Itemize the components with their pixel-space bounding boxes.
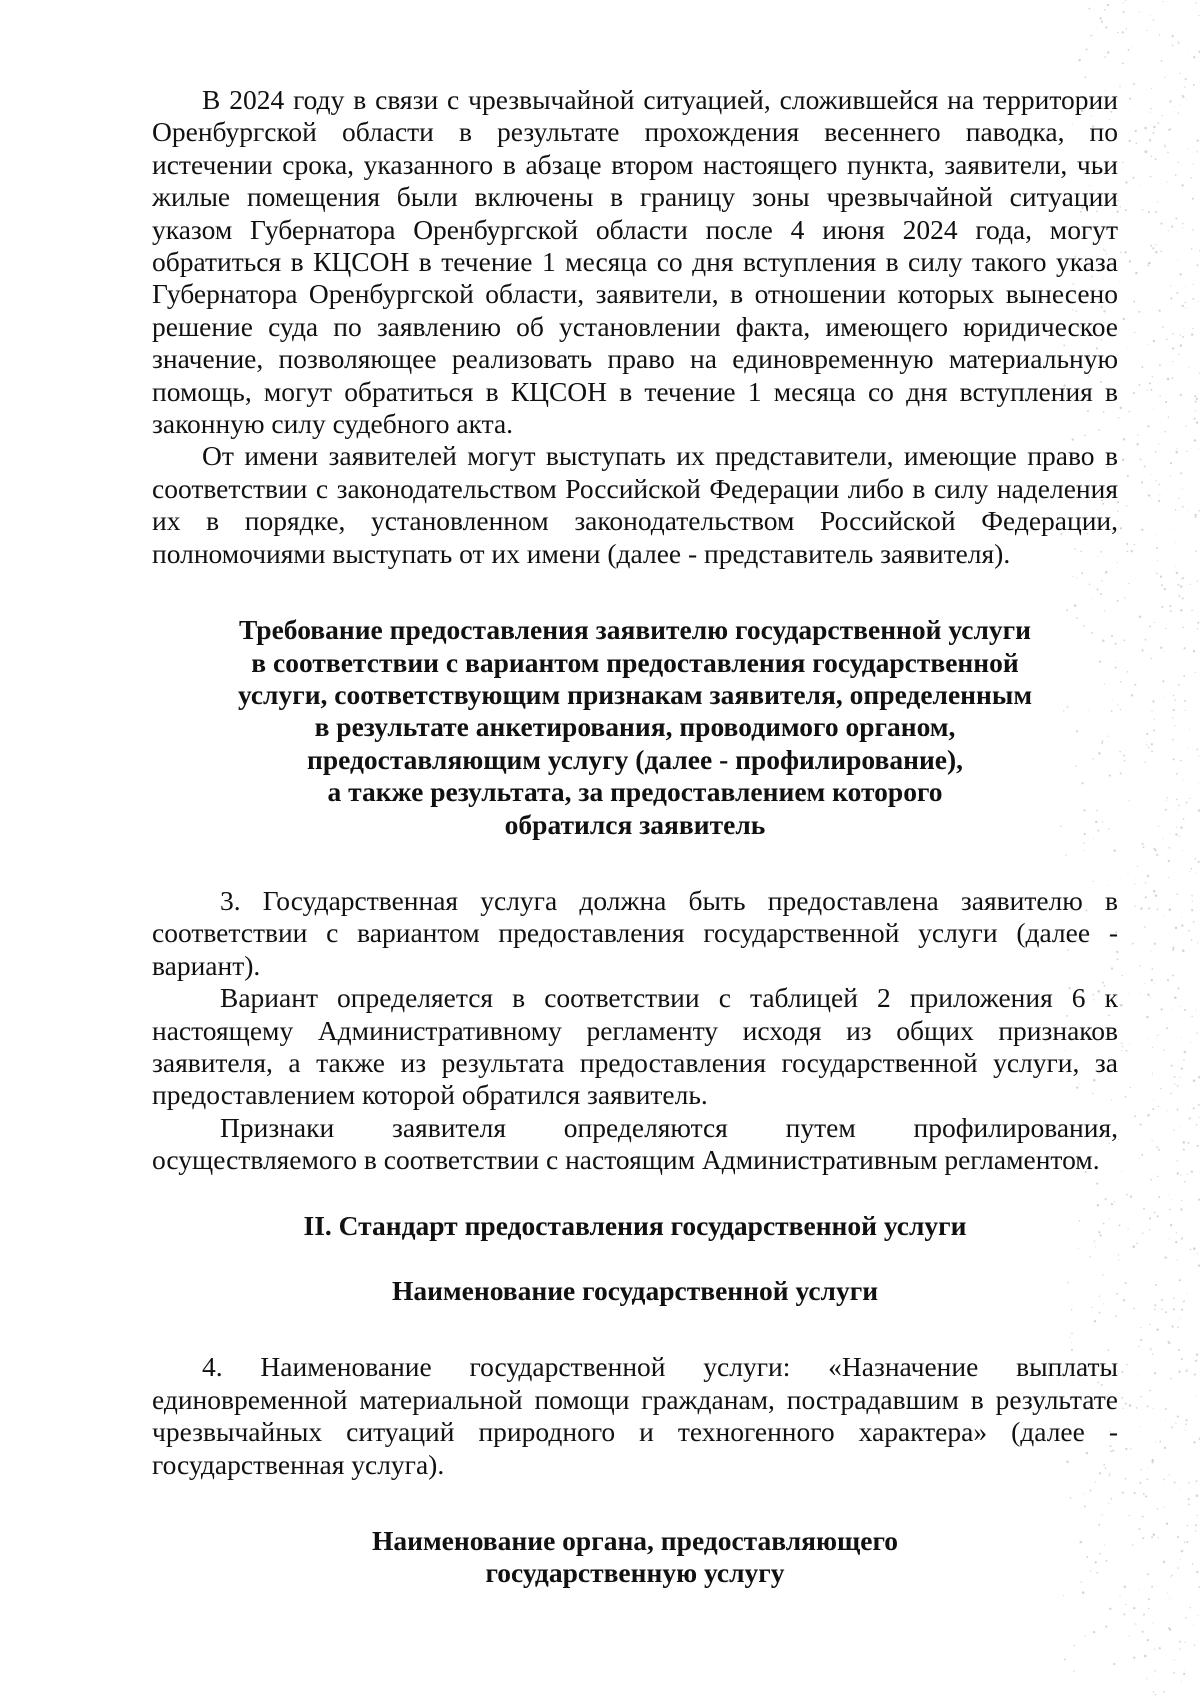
- heading-authority: [152, 1525, 1118, 1590]
- document-page: [152, 84, 1118, 1590]
- heading-requirement-line: в результате анкетирования, проводимого органом,: [314, 711, 956, 743]
- paragraph-section3-2: Вариант определяется в соответствии с таблицей 2 приложения 6 к настоящему Административному регламенту исходя из общих признаков заявителя, а также из результата предоставления государственной услуги, за предоставлением которой обратился заявитель.: [152, 982, 1118, 1111]
- heading-requirement-line: услуги, соответствующим признакам заявителя, определенным: [237, 678, 1033, 710]
- paragraph-intro-2: От имени заявителей могут выступать их представители, имеющие право в соответствии с законодательством Российской Федерации либо в силу наделения их в порядке, установленном законодательством Российской Федерации, полномочиями выступать от их имени (далее - представитель заявителя).: [152, 440, 1118, 569]
- heading-service-name: Наименование государственной услуги: [391, 1275, 879, 1306]
- heading-requirement-line: предоставляющим услугу (далее - профилирование),: [306, 743, 964, 775]
- paragraph-section3-1: 3. Государственная услуга должна быть предоставлена заявителю в соответствии с вариантом предоставления государственной услуги (далее - вариант).: [152, 884, 1118, 981]
- heading-requirement-line: обратился заявитель: [504, 808, 766, 840]
- heading-section-2: II. Стандарт предоставления государственной услуги: [303, 1209, 967, 1241]
- heading-requirement-line: Требование предоставления заявителю государственной услуги: [239, 614, 1031, 646]
- heading-authority-line: Наименование органа, предоставляющего: [371, 1525, 899, 1557]
- heading-requirement-line: а также результата, за предоставлением которого: [327, 776, 943, 808]
- heading-authority-line: государственную услугу: [485, 1557, 785, 1589]
- heading-requirement-line: в соответствии с вариантом предоставления государственной: [251, 646, 1019, 678]
- paragraph-intro-1: В 2024 году в связи с чрезвычайной ситуацией, сложившейся на территории Оренбургской области в результате прохождения весеннего паводка, по истечении срока, указанного в абзаце втором настоящего пункта, заявители, чьи жилые помещения были включены в границу зоны чрезвычайной ситуации указом Губернатора Оренбургской области после 4 июня 2024 года, могут обратиться в КЦСОН в течение 1 месяца со дня вступления в силу такого указа Губернатора Оренбургской области, заявители, в отношении которых вынесено решение суда по заявлению об установлении факта, имеющего юридическое значение, позволяющее реализовать право на единовременную материальную помощь, могут обратиться в КЦСОН в течение 1 месяца со дня вступления в законную силу судебного акта.: [152, 84, 1118, 440]
- paragraph-section3-3: Признаки заявителя определяются путем профилирования, осуществляемого в соответствии с настоящим Административным регламентом.: [152, 1111, 1118, 1176]
- heading-requirement: [152, 614, 1118, 841]
- paragraph-section4: 4. Наименование государственной услуги: «Назначение выплаты единовременной материальной помощи гражданам, пострадавшим в результате чрезвычайных ситуаций природного и техногенного характера» (далее - государственная услуга).: [152, 1351, 1118, 1480]
